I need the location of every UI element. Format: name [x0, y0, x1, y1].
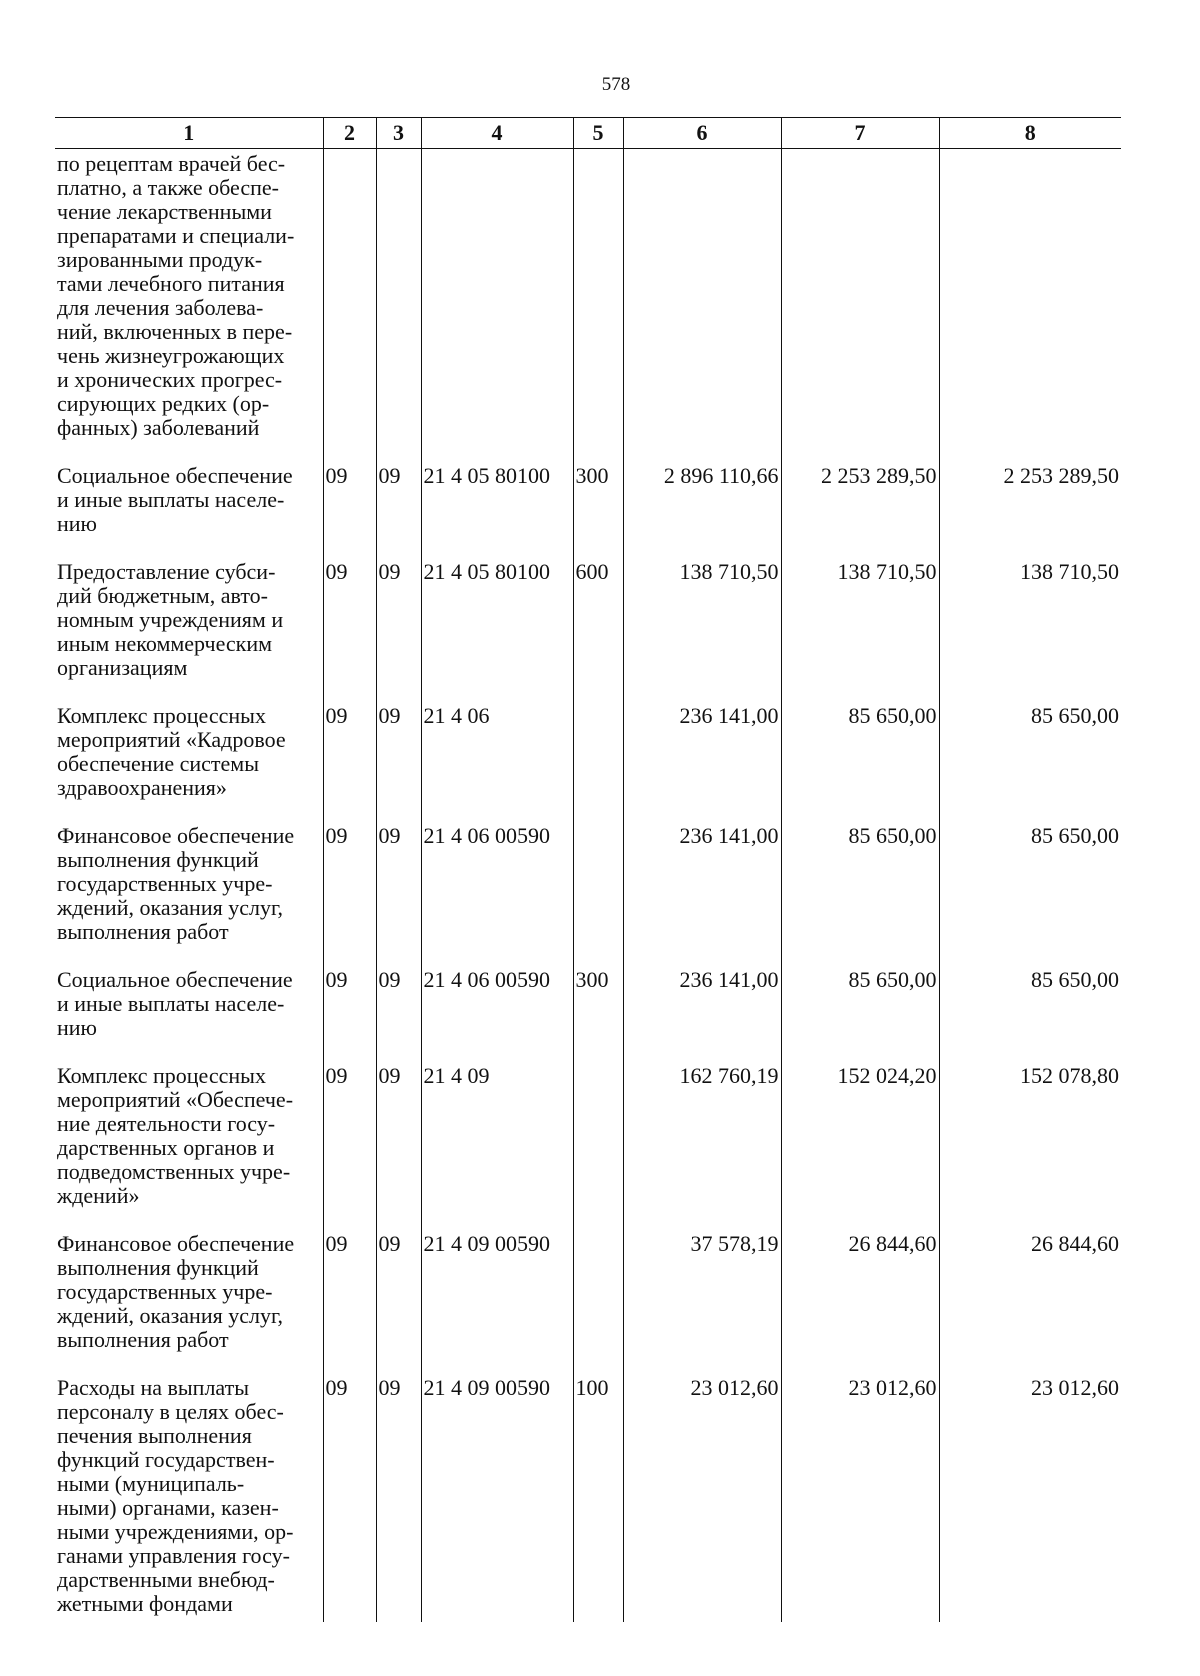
subsection-code: 09 [376, 968, 421, 1064]
subsection-code: 09 [376, 1064, 421, 1232]
amount-col-8: 2 253 289,50 [939, 464, 1121, 560]
amount-col-6: 236 141,00 [623, 968, 781, 1064]
item-name: Расходы на выплаты персоналу в целях обес- печения выполнения функций государствен- ными (муниципаль- ными) органами, казен- ными учреждениями, ор- ганами управления госу- дарственными внебюд- жетными фондами [57, 1375, 294, 1616]
expense-type-code: 100 [573, 1376, 623, 1622]
amount-col-7 [781, 149, 939, 465]
subsection-code: 09 [376, 464, 421, 560]
column-header-1: 1 [55, 118, 323, 149]
section-code: 09 [323, 704, 376, 824]
amount-col-8: 85 650,00 [939, 968, 1121, 1064]
section-code: 09 [323, 560, 376, 704]
amount-col-8: 85 650,00 [939, 704, 1121, 824]
expense-type-code [573, 149, 623, 465]
table-row [55, 1064, 1121, 1232]
amount-col-6: 37 578,19 [623, 1232, 781, 1376]
amount-col-7: 85 650,00 [781, 968, 939, 1064]
item-name: Социальное обеспечение и иные выплаты населе- нию [57, 967, 293, 1040]
amount-col-7: 85 650,00 [781, 704, 939, 824]
item-name: Финансовое обеспечение выполнения функций государственных учре- ждений, оказания услуг, выполнения работ [57, 1231, 295, 1352]
subsection-code: 09 [376, 824, 421, 968]
expense-type-code: 600 [573, 560, 623, 704]
table-row [55, 968, 1121, 1064]
column-header-5: 5 [573, 118, 623, 149]
target-article-code: 21 4 06 [421, 704, 573, 824]
subsection-code: 09 [376, 560, 421, 704]
amount-col-6: 162 760,19 [623, 1064, 781, 1232]
expense-type-code [573, 824, 623, 968]
amount-col-8: 152 078,80 [939, 1064, 1121, 1232]
expense-type-code [573, 1064, 623, 1232]
amount-col-7: 2 253 289,50 [781, 464, 939, 560]
column-header-2: 2 [323, 118, 376, 149]
column-header-3: 3 [376, 118, 421, 149]
table-row [55, 1376, 1121, 1622]
amount-col-8 [939, 149, 1121, 465]
expense-type-code: 300 [573, 968, 623, 1064]
table-row [55, 149, 1121, 465]
amount-col-6: 2 896 110,66 [623, 464, 781, 560]
section-code: 09 [323, 464, 376, 560]
amount-col-8: 138 710,50 [939, 560, 1121, 704]
item-name: Финансовое обеспечение выполнения функций государственных учре- ждений, оказания услуг, выполнения работ [57, 823, 295, 944]
table-row [55, 1232, 1121, 1376]
target-article-code: 21 4 05 80100 [421, 464, 573, 560]
amount-col-8: 26 844,60 [939, 1232, 1121, 1376]
target-article-code [421, 149, 573, 465]
item-name: Предоставление субси- дий бюджетным, авто- номным учреждениям и иным некоммерческим организациям [57, 559, 284, 680]
amount-col-7: 26 844,60 [781, 1232, 939, 1376]
amount-col-7: 138 710,50 [781, 560, 939, 704]
column-header-8: 8 [939, 118, 1121, 149]
subsection-code: 09 [376, 1376, 421, 1622]
table-row [55, 704, 1121, 824]
expense-type-code [573, 1232, 623, 1376]
section-code [323, 149, 376, 465]
section-code: 09 [323, 1232, 376, 1376]
subsection-code [376, 149, 421, 465]
section-code: 09 [323, 968, 376, 1064]
table-body [55, 149, 1121, 1623]
item-name: Социальное обеспечение и иные выплаты населе- нию [57, 463, 293, 536]
budget-table [55, 117, 1121, 1622]
subsection-code: 09 [376, 1232, 421, 1376]
expense-type-code: 300 [573, 464, 623, 560]
section-code: 09 [323, 1064, 376, 1232]
section-code: 09 [323, 1376, 376, 1622]
target-article-code: 21 4 09 00590 [421, 1376, 573, 1622]
amount-col-6: 236 141,00 [623, 824, 781, 968]
target-article-code: 21 4 06 00590 [421, 968, 573, 1064]
amount-col-6: 236 141,00 [623, 704, 781, 824]
expense-type-code [573, 704, 623, 824]
target-article-code: 21 4 05 80100 [421, 560, 573, 704]
item-name: Комплекс процессных мероприятий «Обеспече- ние деятельности госу- дарственных органов и подведомственных учре- ждений» [57, 1063, 294, 1208]
amount-col-7: 85 650,00 [781, 824, 939, 968]
subsection-code: 09 [376, 704, 421, 824]
target-article-code: 21 4 09 00590 [421, 1232, 573, 1376]
amount-col-8: 85 650,00 [939, 824, 1121, 968]
amount-col-7: 23 012,60 [781, 1376, 939, 1622]
table-row [55, 464, 1121, 560]
item-name: по рецептам врачей бес- платно, а также обеспе- чение лекарственными препаратами и специали- зированными продук- тами лечебного питания для лечения заболева- ний, включенных в пере- чень жизнеугрожающих и хронических прогрес- сирующих редких (ор- фанных) заболеваний [57, 151, 295, 440]
table-row [55, 560, 1121, 704]
column-header-7: 7 [781, 118, 939, 149]
table-header-row [55, 118, 1121, 149]
amount-col-6 [623, 149, 781, 465]
table-row [55, 824, 1121, 968]
target-article-code: 21 4 06 00590 [421, 824, 573, 968]
page-number: 578 [601, 74, 631, 95]
column-header-4: 4 [421, 118, 573, 149]
amount-col-7: 152 024,20 [781, 1064, 939, 1232]
item-name: Комплекс процессных мероприятий «Кадровое обеспечение системы здравоохранения» [57, 703, 286, 800]
section-code: 09 [323, 824, 376, 968]
amount-col-6: 23 012,60 [623, 1376, 781, 1622]
target-article-code: 21 4 09 [421, 1064, 573, 1232]
amount-col-8: 23 012,60 [939, 1376, 1121, 1622]
amount-col-6: 138 710,50 [623, 560, 781, 704]
column-header-6: 6 [623, 118, 781, 149]
